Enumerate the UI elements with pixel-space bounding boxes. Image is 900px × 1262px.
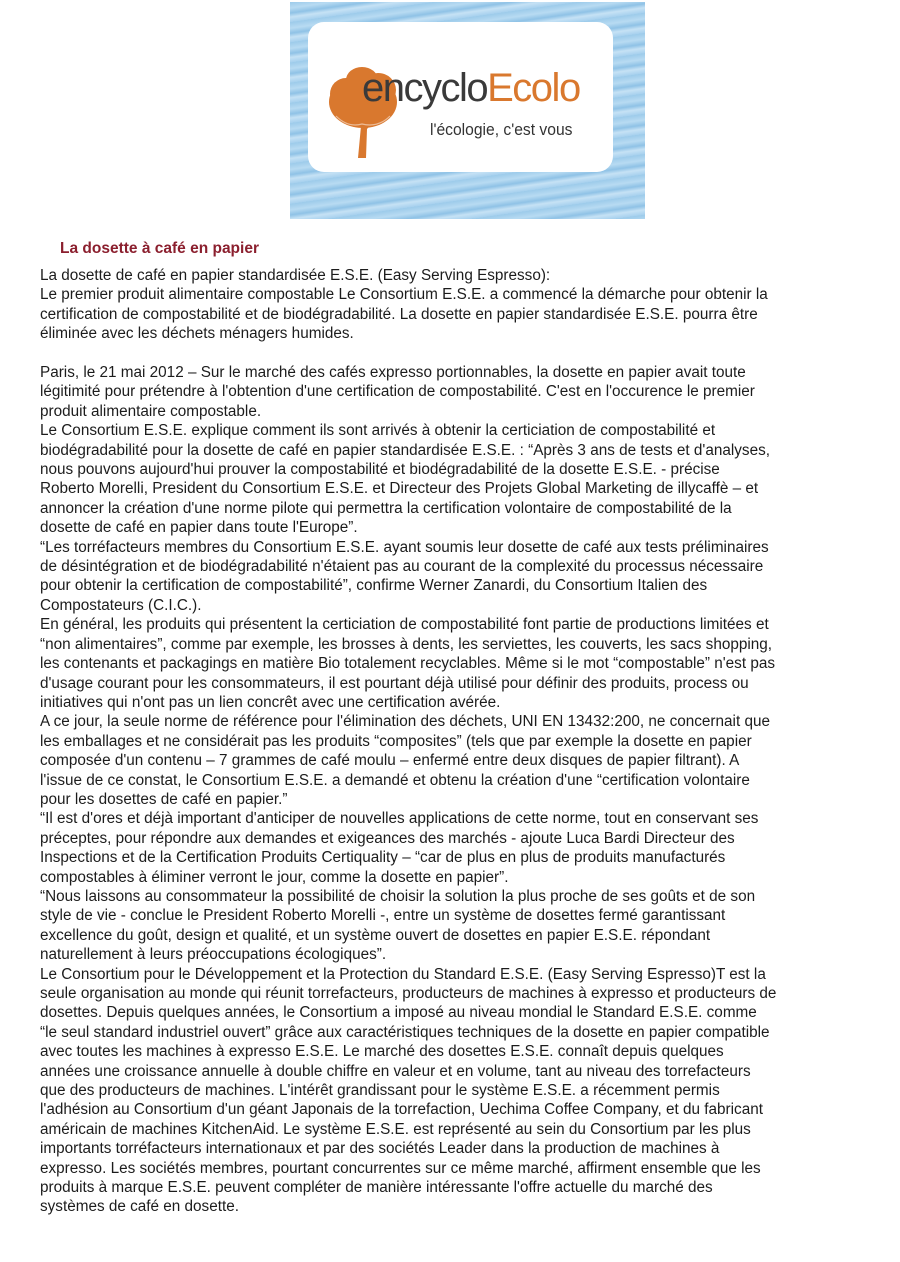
article-line: naturellement à leurs préoccupations écologiques”. xyxy=(40,946,387,964)
article-line: pour les dosettes de café en papier.” xyxy=(40,790,288,808)
article-line: les emballages et ne considérait pas les produits “composites” (tels que par exemple la dosette en papier xyxy=(40,732,752,750)
article-line: certification de compostabilité et de biodégradabilité. La dosette en papier standardisée E.S.E. pourra être xyxy=(40,305,758,323)
article-line: légitimité pour prétendre à l'obtention d'une certification de compostabilité. C'est en l'occurence le premier xyxy=(40,383,755,401)
article-line: systèmes de café en dosette. xyxy=(40,1198,239,1216)
article-line: initiatives qui n'ont pas un lien concrêt avec une certification avérée. xyxy=(40,693,501,711)
article-line: éliminée avec les déchets ménagers humides. xyxy=(40,325,354,343)
article-line: compostables à éliminer verront le jour, comme la dosette en papier”. xyxy=(40,868,509,886)
article-line: l'adhésion au Consortium d'un géant Japonais de la torrefaction, Uechima Coffee Company, et du fabricant xyxy=(40,1101,763,1119)
article-line: Le Consortium E.S.E. explique comment ils sont arrivés à obtenir la certiciation de compostabilité et xyxy=(40,422,716,440)
article-line: expresso. Les sociétés membres, pourtant concurrentes sur ce même marché, affirment ensemble que les xyxy=(40,1159,761,1177)
brand-wordmark-part1: encyclo xyxy=(362,66,488,110)
article-line: A ce jour, la seule norme de référence pour l'élimination des déchets, UNI EN 13432:200, ne concernait que xyxy=(40,713,770,731)
article-line: nous pouvons aujourd'hui prouver la compostabilité et biodégradabilité de la dosette E.S.E. - précise xyxy=(40,461,720,479)
article-line: importants torréfacteurs internationaux et par des sociétés Leader dans la production de machines à xyxy=(40,1140,720,1158)
article-line: “le seul standard industriel ouvert” grâce aux caractéristiques techniques de la dosette en papier compatible xyxy=(40,1023,770,1041)
article-line: Roberto Morelli, President du Consortium E.S.E. et Directeur des Projets Global Marketing de illycaffè – et xyxy=(40,480,759,498)
article-line: années une croissance annuelle à double chiffre en valeur et en volume, tant au niveau des torrefacteurs xyxy=(40,1062,751,1080)
article-line: style de vie - conclue le President Roberto Morelli -, entre un système de dosettes fermé garantissant xyxy=(40,907,726,925)
article-line: produit alimentaire compostable. xyxy=(40,402,262,420)
brand-tagline: l'écologie, c'est vous xyxy=(430,120,573,139)
article-line: “Il est d'ores et déjà important d'anticiper de nouvelles applications de cette norme, tout en conservant ses xyxy=(40,810,759,828)
article-line: Le premier produit alimentaire compostable Le Consortium E.S.E. a commencé la démarche pour obtenir la xyxy=(40,286,768,304)
article-line: dosettes. Depuis quelques années, le Consortium a imposé au niveau mondial le Standard E.S.E. comme xyxy=(40,1004,757,1022)
article-line: que des producteurs de machines. L'intérêt grandissant pour le système E.S.E. a récemment permis xyxy=(40,1082,720,1100)
logo-banner xyxy=(290,2,645,219)
article-line: La dosette de café en papier standardisée E.S.E. (Easy Serving Espresso): xyxy=(40,267,551,284)
article-line: Compostateurs (C.I.C.). xyxy=(40,596,202,614)
brand-wordmark xyxy=(362,68,580,108)
article-line: excellence du goût, design et qualité, et un système ouvert de dosettes en papier E.S.E. répondant xyxy=(40,926,711,944)
article-line: préceptes, pour répondre aux demandes et exigeances des marchés - ajoute Luca Bardi Directeur des xyxy=(40,829,735,847)
article-line: En général, les produits qui présentent la certiciation de compostabilité font partie de productions limitées et xyxy=(40,616,769,634)
article-line: dosette de café en papier dans toute l'Europe”. xyxy=(40,519,358,537)
article-line: biodégradabilité pour la dosette de café en papier standardisée E.S.E. : “Après 3 ans de tests et d'analyses, xyxy=(40,441,770,459)
brand-wordmark-part2: Ecolo xyxy=(487,66,580,110)
article-line: Inspections et de la Certification Produits Certiquality – “car de plus en plus de produits manufacturés xyxy=(40,849,726,867)
paragraph-spacer xyxy=(40,344,870,363)
article-title: La dosette à café en papier xyxy=(60,240,259,257)
article-line: “Les torréfacteurs membres du Consortium E.S.E. ayant soumis leur dosette de café aux tests préliminaires xyxy=(40,538,769,556)
article-line: de désintégration et de biodégradabilité n'étaient pas au courant de la complexité du processus nécessaire xyxy=(40,558,764,576)
article-line: Paris, le 21 mai 2012 – Sur le marché des cafés expresso portionnables, la dosette en papier avait toute xyxy=(40,364,746,382)
article-line: américain de machines KitchenAid. Le système E.S.E. est représenté au sein du Consortium par les plus xyxy=(40,1120,751,1138)
article-line: avec toutes les machines à expresso E.S.E. Le marché des dosettes E.S.E. connaît depuis quelques xyxy=(40,1043,724,1061)
article-line: l'issue de ce constat, le Consortium E.S.E. a demandé et obtenu la création d'une “certification volontaire xyxy=(40,771,750,789)
article-body xyxy=(40,266,870,1217)
article-line: seule organisation au monde qui réunit torrefacteurs, producteurs de machines à expresso et producteurs de xyxy=(40,985,777,1003)
article-line: produits à marque E.S.E. peuvent compléter de manière intéressante l'offre actuelle du marché des xyxy=(40,1179,713,1197)
article-line: “non alimentaires”, comme par exemple, les brosses à dents, les serviettes, les couverts, les sacs shopping, xyxy=(40,635,773,653)
article-line: d'usage courant pour les consommateurs, il est pourtant déjà utilisé pour définir des produits, process ou xyxy=(40,674,749,692)
article-line: composée d'un contenu – 7 grammes de café moulu – enfermé entre deux disques de papier filtrant). A xyxy=(40,752,740,770)
article-line: Le Consortium pour le Développement et la Protection du Standard E.S.E. (Easy Serving Espresso)T est la xyxy=(40,965,766,983)
article-line: annoncer la création d'une norme pilote qui permettra la certification volontaire de compostabilité de la xyxy=(40,499,732,517)
article-line: pour obtenir la certification de compostabilité”, confirme Werner Zanardi, du Consortium Italien des xyxy=(40,577,708,595)
article-line: les contenants et packagings en matière Bio totalement recyclables. Même si le mot “compostable” n'est pas xyxy=(40,655,775,673)
article-line: “Nous laissons au consommateur la possibilité de choisir la solution la plus proche de ses goûts et de son xyxy=(40,887,756,905)
